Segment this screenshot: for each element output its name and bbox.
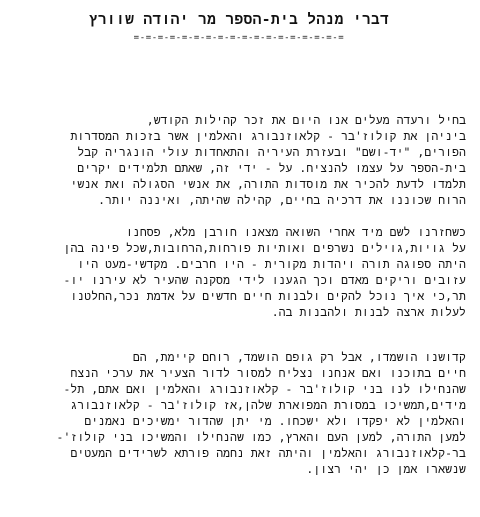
text-line: והאלמין לא יפקדו ולא ישכחו. מי יתן שהדור ימשיכים נאמנים — [84, 414, 466, 428]
paragraph-1 — [12, 112, 466, 208]
text-line: בית-הספר על עצמו להנציח. על - ידי זה, שאתם תלמידים יקרים — [77, 161, 466, 175]
text-line: ביניהן את קולוז'בר - קלאוזנבורג והאלמין אשר בזכות המסדרות — [70, 129, 466, 143]
text-line: חיים בתוכנו ואם אנחנו נצליח למסור לדור הצעיר את ערכי הנצח — [70, 366, 466, 380]
text-line: תלמדו לדעת להכיר את מוסדות התורה, את אנשי הסגולה ואת אנשי — [70, 177, 466, 191]
text-line: קדושנו הושמדו, אבל רק גופם הושמד, רוחם קיימת, הם — [132, 350, 466, 364]
text-line: הרוח שכוננו את דרכיה בחיים, קהילה שהיתה, ואיננה יותר. — [98, 193, 466, 207]
text-line: בר-קלאוזנבורג והאלמין והיתה זאת נחמה פורתא לשרידים המעטים — [70, 446, 466, 460]
text-line: על גויות,גוילים נשרפים ואותיות פורחות,הרחובות,שכל פינה בהן — [63, 241, 466, 255]
text-line: היתה ספוגה תורה ויהדות מקורית - היו חרבים. מקדשי-מעט היו — [77, 257, 466, 271]
document-page — [0, 11, 480, 517]
text-line: בחיל ורעדה מעלים אנו היום את זכר קהילות הקודש, — [146, 113, 466, 127]
text-line: לעלות ארצה לבנות ולהבנות בה. — [271, 305, 466, 319]
text-line: למען התורה, למען העם והארץ, כמו שהנחילו והמשיכו בני קולוז'- — [56, 430, 466, 444]
text-line: שהנחילו לנו בני קולוז'בר - קלאוזנבורג והאלמין ואם אתם, תל- — [63, 382, 466, 396]
text-line: עזובים וריקים מאדם וכך הגענו לידי מסקנה שהעיר לא עירנו יו- — [63, 273, 466, 287]
text-line: מידים,תמשיכו במסורת המפוארת שלהן,אז קולוז'בר - קלאוזנבורג — [70, 398, 466, 412]
paragraph-2 — [12, 224, 466, 320]
text-line: שנשארו אמן כן יהי רצון. — [306, 462, 466, 476]
title-underline-rule: =-=-=-=-=-=-=-=-=-=-=-=-=-=-=-=-=-= — [133, 33, 345, 43]
page-title: דברי מנהל בית-הספר מר יהודה שוורץ — [88, 12, 390, 28]
text-line: כשחזרנו לשם מיד אחרי השואה מצאנו חורבן מלא, פסחנו — [125, 225, 466, 239]
text-line: תר,כי איך נוכל להקים ולבנות חיים חדשים על אדמת נכר,החלטנו — [70, 289, 466, 303]
paragraph-3 — [12, 349, 466, 477]
text-line: הפורים, "יד-ושם" ובעזרת העיריה והתאחדות עולי הונגריה קבל — [77, 145, 466, 159]
